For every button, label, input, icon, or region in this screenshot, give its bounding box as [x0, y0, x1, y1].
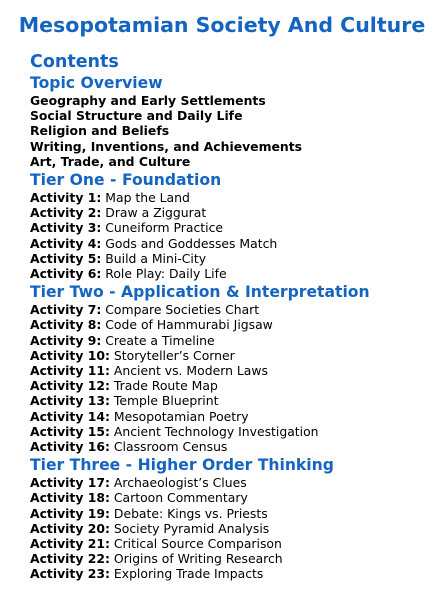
activity-item [30, 205, 434, 220]
overview-item: Social Structure and Daily Life [30, 108, 243, 124]
activity-number: Activity 20: [30, 520, 110, 536]
activity-title: Ancient Technology Investigation [113, 423, 319, 439]
activity-number: Activity 4: [30, 235, 102, 251]
activity-list [30, 190, 434, 281]
activity-item [30, 266, 434, 281]
activity-number: Activity 3: [30, 220, 102, 236]
section-heading: Tier Two - Application & Interpretation [30, 283, 370, 302]
activity-title: Storyteller’s Corner [113, 347, 235, 363]
activity-number: Activity 16: [30, 439, 110, 455]
activity-item [30, 490, 434, 505]
section-heading: Topic Overview [30, 74, 163, 92]
activity-item [30, 363, 434, 378]
activity-number: Activity 12: [30, 378, 110, 394]
activity-title: Code of Hammurabi Jigsaw [105, 317, 273, 333]
activity-title: Build a Mini-City [105, 250, 207, 266]
activity-item [30, 220, 434, 235]
activity-number: Activity 18: [30, 490, 110, 506]
activity-number: Activity 15: [30, 423, 110, 439]
overview-item: Geography and Early Settlements [30, 93, 266, 108]
contents-heading: Contents [30, 52, 119, 72]
activity-item [30, 506, 434, 521]
activity-title: Map the Land [105, 190, 190, 206]
activity-item [30, 409, 434, 424]
activity-number: Activity 6: [30, 266, 102, 282]
activity-number: Activity 8: [30, 317, 102, 333]
activity-item [30, 302, 434, 317]
activity-title: Draw a Ziggurat [105, 205, 207, 221]
activity-number: Activity 5: [30, 250, 102, 266]
activity-item [30, 475, 434, 490]
activity-item [30, 566, 434, 581]
activity-item [30, 521, 434, 536]
activity-number: Activity 13: [30, 393, 110, 409]
activity-title: Classroom Census [113, 439, 228, 455]
activity-item [30, 439, 434, 454]
activity-number: Activity 1: [30, 190, 102, 206]
activity-number: Activity 2: [30, 205, 102, 221]
section-tier-two [30, 282, 434, 454]
activity-item [30, 251, 434, 266]
activity-title: Role Play: Daily Life [105, 266, 227, 282]
activity-title: Critical Source Comparison [113, 536, 282, 552]
activity-item [30, 348, 434, 363]
activity-item [30, 393, 434, 408]
activity-item [30, 333, 434, 348]
activity-item [30, 236, 434, 251]
section-heading: Tier One - Foundation [30, 171, 222, 190]
activity-title: Origins of Writing Research [113, 551, 283, 567]
activity-title: Compare Societies Chart [105, 302, 260, 318]
activity-number: Activity 9: [30, 332, 102, 348]
activity-title: Cuneiform Practice [105, 220, 224, 236]
section-topic-overview [30, 73, 434, 169]
section-tier-one [30, 170, 434, 281]
section-tier-three [30, 455, 434, 581]
overview-item: Art, Trade, and Culture [30, 153, 191, 169]
activity-item [30, 317, 434, 332]
activity-number: Activity 22: [30, 551, 110, 567]
overview-item: Religion and Beliefs [30, 123, 170, 139]
activity-title: Archaeologist’s Clues [113, 475, 247, 491]
activity-title: Trade Route Map [113, 378, 218, 394]
activity-title: Ancient vs. Modern Laws [113, 363, 268, 379]
activity-title: Gods and Goddesses Match [105, 235, 278, 251]
activity-number: Activity 10: [30, 347, 110, 363]
overview-list [30, 93, 434, 169]
section-heading: Tier Three - Higher Order Thinking [30, 456, 334, 475]
activity-item [30, 378, 434, 393]
activity-list [30, 302, 434, 454]
activity-title: Cartoon Commentary [113, 490, 248, 506]
activity-title: Debate: Kings vs. Priests [113, 505, 268, 521]
activity-title: Create a Timeline [105, 332, 215, 348]
activity-number: Activity 7: [30, 302, 102, 318]
activity-title: Society Pyramid Analysis [113, 520, 270, 536]
overview-item: Writing, Inventions, and Achievements [30, 138, 303, 154]
activity-title: Mesopotamian Poetry [113, 408, 249, 424]
activity-list [30, 475, 434, 581]
activity-number: Activity 23: [30, 566, 110, 582]
activity-item [30, 551, 434, 566]
activity-number: Activity 21: [30, 536, 110, 552]
activity-number: Activity 17: [30, 475, 110, 491]
document-title: Mesopotamian Society And Culture [18, 13, 426, 37]
activity-number: Activity 19: [30, 505, 110, 521]
activity-title: Exploring Trade Impacts [113, 566, 264, 582]
activity-number: Activity 11: [30, 363, 110, 379]
activity-title: Temple Blueprint [113, 393, 219, 409]
activity-item [30, 424, 434, 439]
activity-number: Activity 14: [30, 408, 110, 424]
activity-item [30, 536, 434, 551]
activity-item [30, 190, 434, 205]
